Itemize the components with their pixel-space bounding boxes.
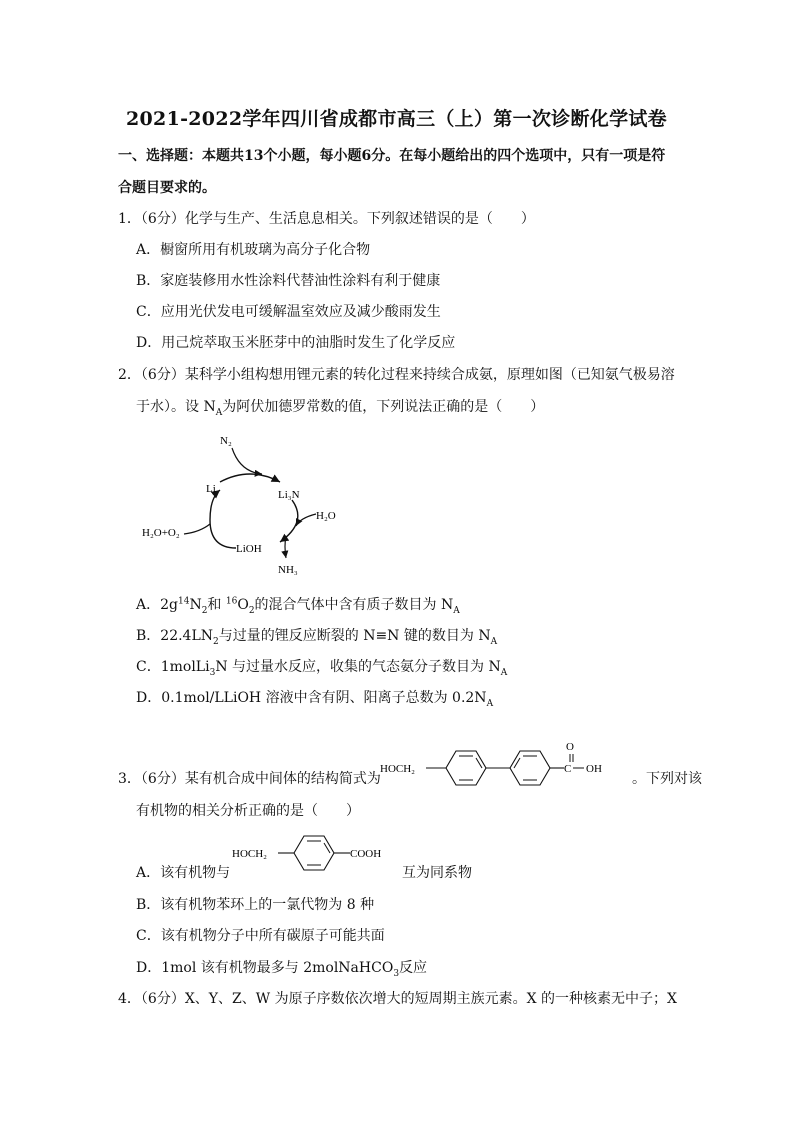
struct1-oh: OH — [586, 763, 602, 775]
question-1-stem: 1．（6分）化学与生产、生活息息相关。下列叙述错误的是（ ） — [118, 211, 535, 227]
label-h2o-o2: H₂O+O₂ — [142, 527, 180, 539]
question-3-option-b: B．该有机物苯环上的一氯代物为 8 种 — [136, 897, 375, 913]
label-n2: N₂ — [220, 435, 232, 447]
question-1-option-a: A．橱窗所用有机玻璃为高分子化合物 — [136, 242, 371, 258]
struct1-c: C — [564, 763, 572, 775]
nh3-arrow — [285, 536, 286, 558]
biphenyl-structure — [380, 718, 620, 798]
label-h2o: H₂O — [316, 510, 336, 522]
h2o-o2-arrow — [184, 524, 210, 534]
question-2-option-c: C．1molLi$_3$N 与过量水反应，收集的气态氨分子数目为 $N_A$ — [136, 659, 508, 678]
question-4-stem: 4．（6分）X、Y、Z、W 为原子序数依次增大的短周期主族元素。X 的一种核素无中子；X — [118, 991, 677, 1007]
question-2-stem: 2．（6分）某科学小组构想用锂元素的转化过程来持续合成氨，原理如图（已知氨气极易溶 — [118, 367, 675, 383]
question-2-option-b: B．$22.4LN_2$与过量的锂反应断裂的 N≡N 键的数目为 $N_A$ — [136, 628, 498, 647]
question-3-stem-post: 。下列对该 — [632, 771, 702, 787]
question-2-option-d: D．0.1mol/LLiOH 溶液中含有阴、阳离子总数为 $0.2N_A$ — [136, 690, 494, 709]
label-li3n: Li₃N — [278, 489, 300, 501]
question-3-option-d: D．1mol 该有机物最多与 2molNaHCO$_3$反应 — [136, 960, 428, 979]
section-heading: 一、选择题：本题共13个小题，每小题6分。在每小题给出的四个选项中，只有一项是符 — [118, 148, 666, 164]
question-3-stem-cont: 有机物的相关分析正确的是（ ） — [136, 803, 360, 819]
page-title: 2021-2022学年四川省成都市高三（上）第一次诊断化学试卷 — [126, 108, 667, 130]
question-1-option-c: C．应用光伏发电可缓解温室效应及减少酸雨发生 — [136, 304, 441, 320]
question-1-option-b: B．家庭装修用水性涂料代替油性涂料有利于健康 — [136, 273, 441, 289]
label-nh3: NH₃ — [278, 564, 298, 576]
question-3-option-a-pre: A．该有机物与 — [136, 865, 231, 881]
hydroxymethyl-benzoic-acid-structure — [232, 832, 402, 882]
label-li: Li — [206, 483, 216, 495]
lithium-cycle-diagram — [140, 430, 370, 580]
question-3-stem: 3．（6分）某有机合成中间体的结构简式为 — [118, 771, 381, 787]
question-1-option-d: D．用己烷萃取玉米胚芽中的油脂时发生了化学反应 — [136, 335, 456, 351]
struct2-cooh: COOH — [350, 848, 382, 860]
n2-arrow — [232, 448, 262, 474]
question-3-option-a-post: 互为同系物 — [402, 865, 472, 881]
label-lioh: LiOH — [236, 543, 262, 555]
cycle-arc-right — [280, 500, 298, 542]
struct1-hoch2: HOCH₂ — [380, 763, 416, 775]
struct1-o: O — [566, 741, 574, 753]
cycle-arc-top — [220, 474, 280, 482]
h2o-arrow — [296, 514, 316, 526]
question-3-option-c: C．该有机物分子中所有碳原子可能共面 — [136, 928, 385, 944]
cycle-arc-bottom — [210, 520, 236, 548]
section-heading-cont: 合题目要求的。 — [118, 180, 216, 196]
question-2-option-a: A．$2g^{14}N_2$和 $^{16}O_2$的混合气体中含有质子数目为 $N_A$ — [136, 596, 460, 616]
question-2-stem-cont: 于水）。设 $N_A$为阿伏加德罗常数的值，下列说法正确的是（ ） — [136, 399, 545, 418]
struct2-hoch2: HOCH₂ — [232, 848, 268, 860]
